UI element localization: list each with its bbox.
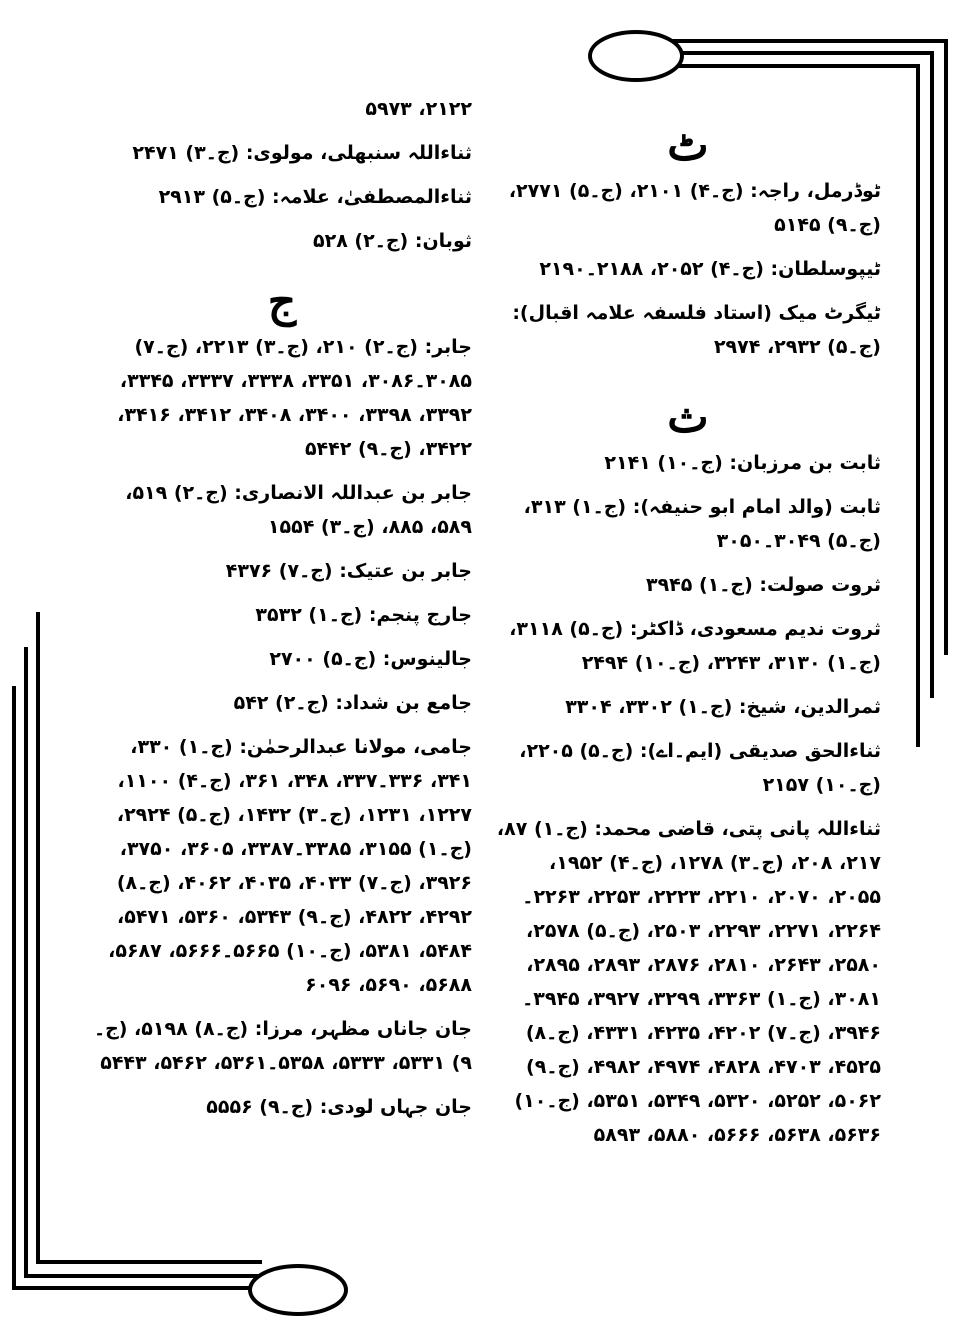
bottom-ornament-oval xyxy=(250,1266,346,1314)
index-entry: ثابت (والد امام ابو حنیفہ): (ج۔۱) ۳۱۳، (ج۔۵) ۳۰۴۹۔۳۰۵۰ xyxy=(523,496,881,552)
index-entry: ثوبان: (ج۔۲) ۵۲۸ xyxy=(313,230,472,252)
index-entry: ثناءاللہ سنبھلی، مولوی: (ج۔۳) ۲۴۷۱ xyxy=(132,142,472,164)
index-entry: ٹیگرٹ میک (استاد فلسفہ علامہ اقبال): (ج۔۵) ۲۹۳۲، ۲۹۷۴ xyxy=(512,302,881,358)
index-entry: جابر: (ج۔۲) ۲۱۰، (ج۔۳) ۲۲۱۳، (ج۔۷) ۳۰۸۵۔۳۰۸۶، ۳۳۵۱، ۳۳۳۸، ۳۳۳۷، ۳۳۴۵، ۳۳۹۲، ۳۳۹۸، ۳۴۰۰، ۳۴۰۸، ۳۴۱۲، ۳۴۱۶، ۳۴۲۲، (ج۔۹) ۵۴۴۲ xyxy=(117,336,472,460)
section-heading-jeem: ج xyxy=(267,276,297,327)
index-entry: جان جہاں لودی: (ج۔۹) ۵۵۵۶ xyxy=(206,1096,472,1118)
left-column xyxy=(92,92,472,1124)
index-entry: جامی، مولانا عبدالرحمٰن: (ج۔۱) ۳۳۰، ۳۴۱، ۳۳۶۔۳۳۷، ۳۴۸، ۳۶۱، (ج۔۴) ۱۱۰۰، ۱۲۲۷، ۱۲۳۱، (ج۔۳) ۱۴۳۲، (ج۔۵) ۲۹۲۴، (ج۔۱) ۳۱۵۵، ۳۳۸۵۔۳۳۸۷، ۳۶۰۵، ۳۷۵۰، ۳۹۲۶، (ج۔۷) ۴۰۳۳، ۴۰۳۵، ۴۰۶۲، (ج۔۸) ۴۲۹۲، ۴۸۲۲، (ج۔۹) ۵۳۴۳، ۵۳۶۰، ۵۴۷۱، ۵۴۸۴، ۵۳۸۱، (ج۔۱۰) ۵۶۶۵۔۵۶۶۶، ۵۶۸۷، ۵۶۸۸، ۵۶۹۰، ۶۰۹۶ xyxy=(108,736,472,996)
continuation-line: ۲۱۲۲، ۵۹۷۳ xyxy=(365,98,472,120)
index-entry: جابر بن عتیک: (ج۔۷) ۴۳۷۶ xyxy=(225,560,472,582)
index-entry: ثمرالدین، شیخ: (ج۔۱) ۳۳۰۲، ۳۳۰۴ xyxy=(565,696,881,718)
index-entry: جارج پنجم: (ج۔۱) ۳۵۳۲ xyxy=(255,604,472,626)
index-entry: جالینوس: (ج۔۵) ۲۷۰۰ xyxy=(269,648,472,670)
index-entry: ثروت صولت: (ج۔۱) ۳۹۴۵ xyxy=(645,574,881,596)
section-heading-te: ٹ xyxy=(667,120,709,171)
section-heading-se: ث xyxy=(667,392,709,443)
right-column xyxy=(495,118,881,1152)
index-entry: ثناءالحق صدیقی (ایم۔اے): (ج۔۵) ۲۲۰۵، (ج۔۱۰) ۲۱۵۷ xyxy=(519,740,881,796)
index-entry: ثناءالمصطفیٰ، علامہ: (ج۔۵) ۲۹۱۳ xyxy=(158,186,472,208)
index-entry: جامع بن شداد: (ج۔۲) ۵۴۲ xyxy=(233,692,472,714)
index-entry: جان جاناں مظہر، مرزا: (ج۔۸) ۵۱۹۸، (ج۔۹) ۵۳۳۱، ۵۳۳۳، ۵۳۵۸۔۵۳۶۱، ۵۴۶۲، ۵۴۴۳ xyxy=(93,1018,472,1074)
index-entry: ٹوڈرمل، راجہ: (ج۔۴) ۲۱۰۱، (ج۔۵) ۲۷۷۱، (ج۔۹) ۵۱۴۵ xyxy=(508,180,881,236)
top-ornament-oval xyxy=(590,32,682,80)
index-entry: ثناءاللہ پانی پتی، قاضی محمد: (ج۔۱) ۸۷، ۲۱۷، ۲۰۸، (ج۔۳) ۱۲۷۸، (ج۔۴) ۱۹۵۲، ۲۰۵۵، ۲۰۷۰، ۲۲۱۰، ۲۲۲۳، ۲۲۵۳، ۲۲۶۳۔۲۲۶۴، ۲۲۷۱، ۲۲۹۳، ۲۵۰۳، (ج۔۵) ۲۵۷۸، ۲۵۸۰، ۲۶۴۳، ۲۸۱۰، ۲۸۷۶، ۲۸۹۳، ۲۸۹۵، ۳۰۸۱، (ج۔۱) ۳۳۶۳، ۳۲۹۹، ۳۹۲۷، ۳۹۴۵۔۳۹۴۶، (ج۔۷) ۴۲۰۲، ۴۲۳۵، ۴۳۳۱، (ج۔۸) ۴۵۲۵، ۴۷۰۳، ۴۸۲۸، ۴۹۷۴، ۴۹۸۲، (ج۔۹) ۵۰۶۲، ۵۲۵۲، ۵۳۲۰، ۵۳۴۹، ۵۳۵۱، (ج۔۱۰) ۵۶۳۶، ۵۶۳۸، ۵۶۶۶، ۵۸۸۰، ۵۸۹۳ xyxy=(496,818,881,1146)
index-entry: ٹیپوسلطان: (ج۔۴) ۲۰۵۲، ۲۱۸۸۔۲۱۹۰ xyxy=(539,258,881,280)
index-entry: ثروت ندیم مسعودی، ڈاکٹر: (ج۔۵) ۳۱۱۸، (ج۔۱) ۳۱۳۰، ۳۲۴۳، (ج۔۱۰) ۲۴۹۴ xyxy=(509,618,881,674)
index-entry: ثابت بن مرزبان: (ج۔۱۰) ۲۱۴۱ xyxy=(604,452,881,474)
index-entry: جابر بن عبداللہ الانصاری: (ج۔۲) ۵۱۹، ۵۸۹، ۸۸۵، (ج۔۳) ۱۵۵۴ xyxy=(125,482,472,538)
